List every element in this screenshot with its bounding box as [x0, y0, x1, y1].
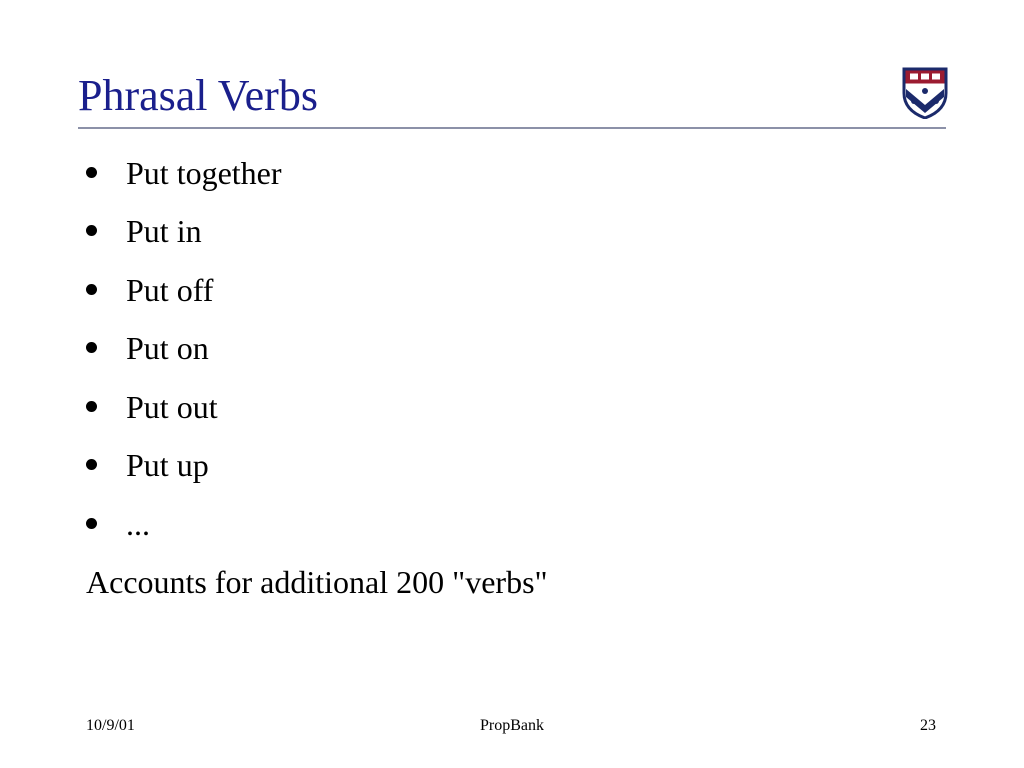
university-shield-icon	[902, 67, 948, 119]
bullet-dot	[86, 167, 97, 178]
slide-title: Phrasal Verbs	[78, 71, 318, 120]
bullet-text: Put together	[126, 155, 282, 191]
summary-note: Accounts for additional 200 "verbs"	[86, 564, 548, 600]
bullet-text: Put on	[126, 330, 209, 366]
bullet-text: Put off	[126, 272, 214, 308]
bullet-text: ...	[126, 506, 150, 542]
bullet-dot	[86, 401, 97, 412]
bullet-dot	[86, 518, 97, 529]
bullet-text: Put out	[126, 389, 218, 425]
bullet-text: Put up	[126, 447, 209, 483]
bullet-dot	[86, 225, 97, 236]
footer-date: 10/9/01	[86, 717, 135, 734]
bullet-dot	[86, 284, 97, 295]
bullet-text: Put in	[126, 213, 202, 249]
page-number: 23	[920, 717, 936, 734]
footer-title: PropBank	[480, 717, 544, 734]
title-divider	[78, 127, 946, 129]
bullet-dot	[86, 459, 97, 470]
bullet-dot	[86, 342, 97, 353]
